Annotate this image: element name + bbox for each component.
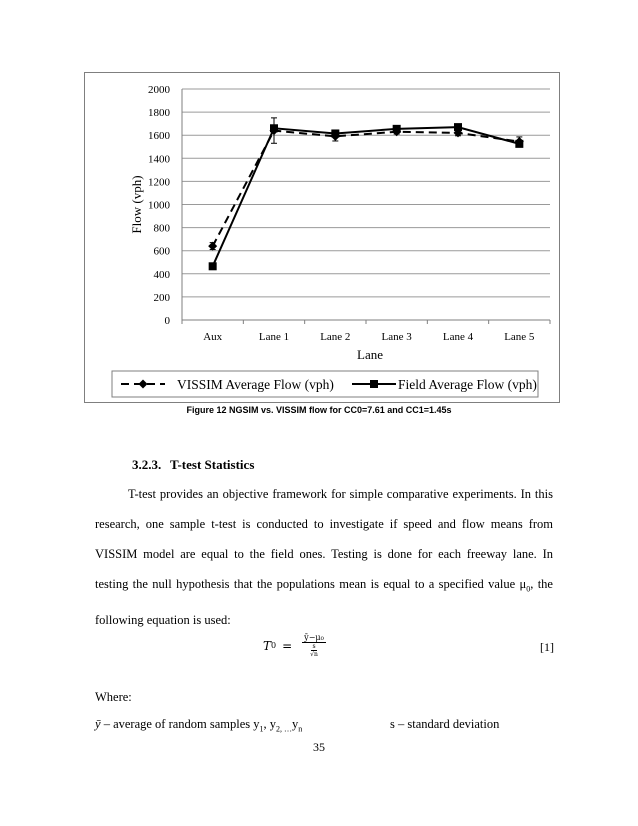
section-title: T-test Statistics bbox=[170, 457, 255, 472]
legend-marker-square bbox=[370, 380, 378, 388]
yn-text: y bbox=[292, 717, 299, 731]
y-tick-label: 0 bbox=[164, 315, 170, 327]
y-tick-label: 800 bbox=[153, 222, 170, 235]
data-point-square bbox=[209, 262, 217, 270]
section-heading bbox=[132, 457, 254, 473]
y1-sub: 1 bbox=[259, 724, 264, 734]
y-tick-label: 400 bbox=[153, 268, 170, 281]
y-separator: , y bbox=[263, 717, 277, 731]
y-tick-label: 2000 bbox=[148, 84, 170, 96]
series-line-2 bbox=[213, 127, 520, 266]
ttest-equation bbox=[263, 633, 326, 658]
equation-denominator-s: s bbox=[312, 643, 316, 650]
where-label: Where: bbox=[95, 690, 132, 704]
paragraph-line-5: following equation is used: bbox=[95, 612, 231, 627]
ybar-definition bbox=[95, 717, 302, 734]
page-number: 35 bbox=[313, 740, 325, 754]
paragraph-line-4 bbox=[95, 569, 553, 605]
y-tick-label: 1600 bbox=[148, 130, 170, 143]
x-tick-label: Lane 3 bbox=[381, 331, 412, 343]
x-tick-label: Lane 2 bbox=[320, 331, 351, 343]
y-axis-label: Flow (vph) bbox=[129, 175, 144, 234]
data-point-square bbox=[331, 129, 339, 137]
legend-label: VISSIM Average Flow (vph) bbox=[177, 377, 334, 392]
body-paragraph bbox=[95, 479, 553, 635]
data-point-square bbox=[393, 125, 401, 133]
ybar-text: – average of random samples y bbox=[100, 717, 260, 731]
equation-lhs-sub: 0 bbox=[271, 641, 277, 650]
legend-label: Field Average Flow (vph) bbox=[398, 377, 537, 392]
paragraph-line-4-text: testing the null hypothesis that the populations mean is equal to a specified value μ bbox=[95, 577, 527, 591]
y-tick-label: 600 bbox=[153, 245, 170, 258]
paragraph-line-4-end: , the bbox=[530, 577, 553, 591]
yn-sub: n bbox=[298, 724, 303, 734]
y-tick-label: 200 bbox=[153, 291, 170, 304]
x-axis-label: Lane bbox=[357, 347, 383, 362]
y-tick-label: 1800 bbox=[148, 107, 170, 120]
flow-line-chart bbox=[85, 73, 561, 404]
x-tick-label: Lane 1 bbox=[258, 331, 290, 343]
equation-equals: = bbox=[282, 638, 293, 653]
mu-subscript: 0 bbox=[526, 584, 531, 594]
data-point-diamond bbox=[208, 242, 217, 251]
y-tick-label: 1400 bbox=[148, 153, 170, 166]
chart-frame bbox=[84, 72, 560, 403]
paragraph-line-3: VISSIM model are equal to the field ones. Testing is done for each freeway lane. In bbox=[95, 547, 553, 561]
equation-number: [1] bbox=[540, 640, 554, 654]
equation-denominator bbox=[310, 643, 318, 658]
equation-lhs: T bbox=[263, 638, 272, 653]
ybar-symbol: ȳ bbox=[95, 717, 101, 731]
y2-sub: 2, … bbox=[276, 724, 293, 734]
y-tick-label: 1200 bbox=[148, 176, 170, 189]
paragraph-line-2: research, one sample t-test is conducted to investigate if speed and flow means from bbox=[95, 517, 553, 531]
y-tick-label: 1000 bbox=[148, 199, 170, 212]
equation-fraction bbox=[302, 633, 326, 658]
equation-denominator-sqrt: √n bbox=[310, 651, 318, 658]
series-line-1 bbox=[213, 131, 520, 247]
section-number: 3.2.3. bbox=[132, 457, 162, 472]
figure-caption: Figure 12 NGSIM vs. VISSIM flow for CC0=7.61 and CC1=1.45s bbox=[186, 405, 452, 415]
data-point-square bbox=[270, 124, 278, 132]
data-point-square bbox=[454, 123, 462, 131]
x-tick-label: Lane 5 bbox=[504, 331, 535, 343]
paragraph-line-1: T-test provides an objective framework for simple comparative experiments. In this bbox=[128, 487, 553, 501]
x-tick-label: Aux bbox=[203, 331, 223, 343]
x-tick-label: Lane 4 bbox=[442, 331, 474, 343]
data-point-square bbox=[515, 140, 523, 148]
s-definition: s – standard deviation bbox=[390, 717, 500, 731]
equation-numerator: ȳ−μ₀ bbox=[304, 633, 324, 642]
